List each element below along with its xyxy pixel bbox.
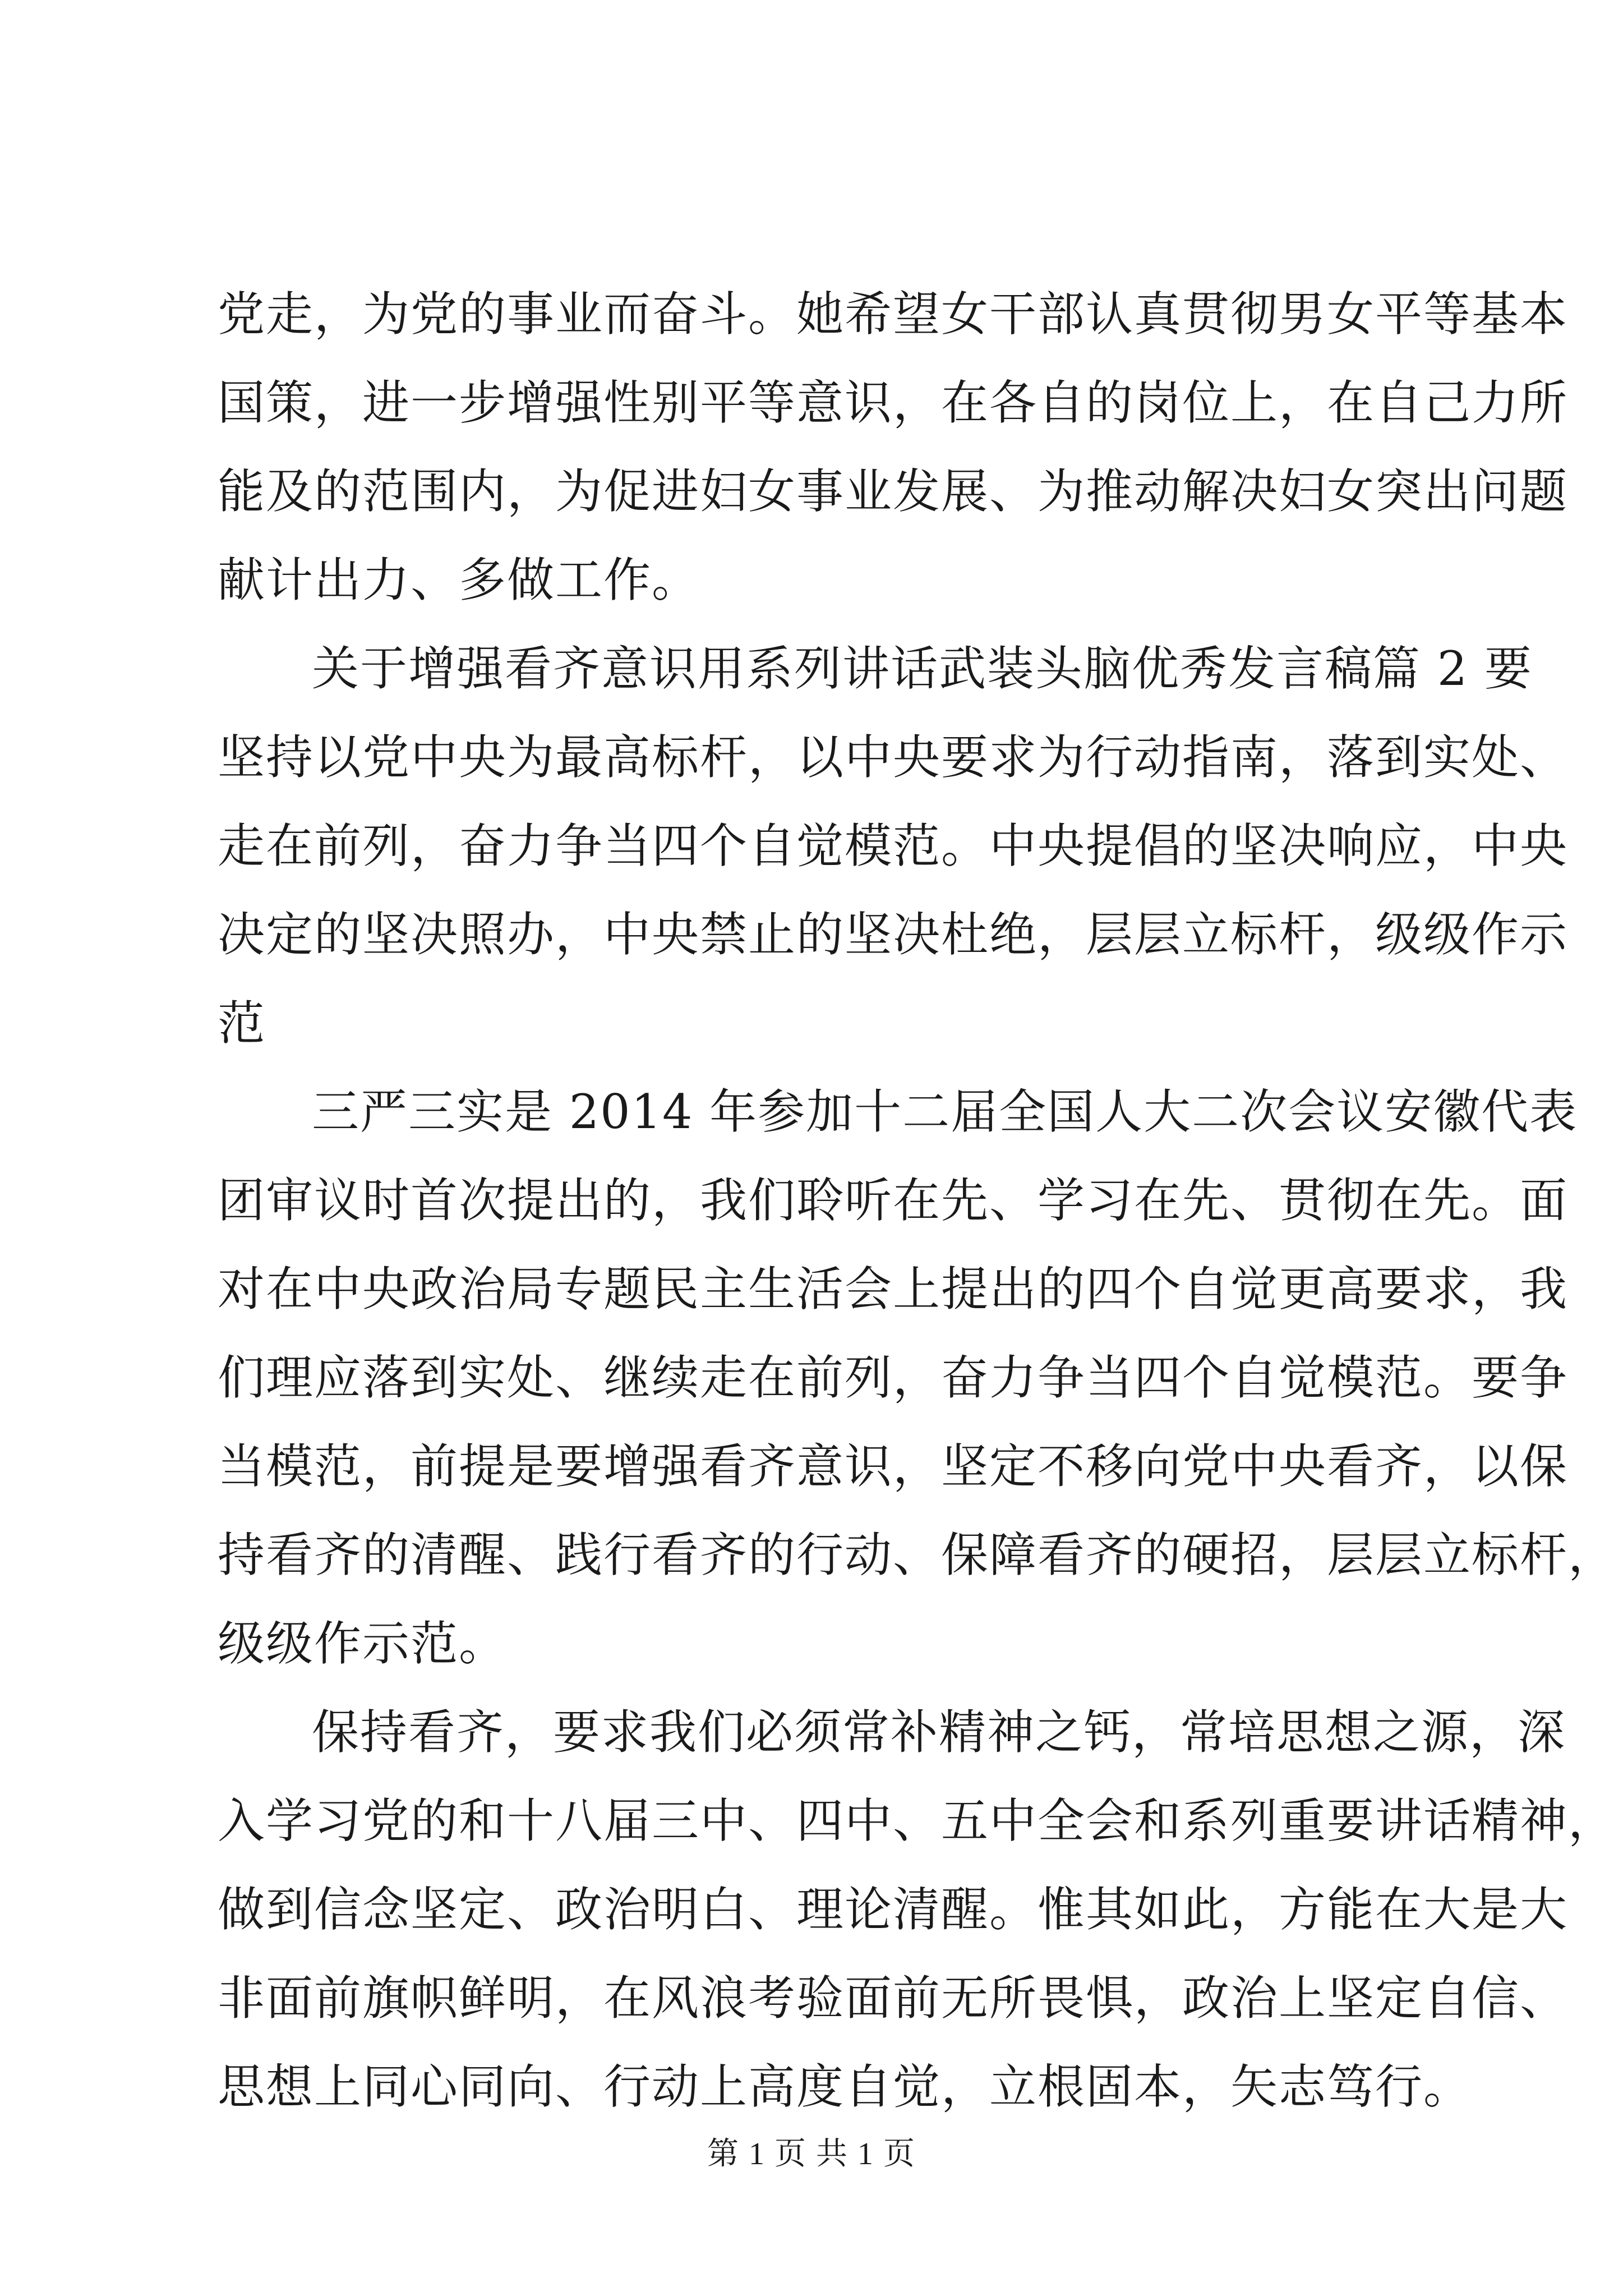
paragraph-1-line-4: 献计出力、多做工作。 — [218, 553, 700, 608]
paragraph-1-line-3: 能及的范围内，为促进妇女事业发展、为推动解决妇女突出问题 — [218, 464, 1569, 519]
paragraph-3-line-7: 级级作示范。 — [218, 1616, 508, 1671]
paragraph-2-line-3: 走在前列，奋力争当四个自觉模范。中央提倡的坚决响应，中央 — [218, 818, 1569, 873]
paragraph-4-line-2: 入学习党的和十八届三中、四中、五中全会和系列重要讲话精神， — [218, 1793, 1617, 1848]
paragraph-3-line-6: 持看齐的清醒、践行看齐的行动、保障看齐的硬招，层层立标杆， — [218, 1527, 1617, 1582]
page-number-footer: 第 1 页 共 1 页 — [707, 2137, 916, 2171]
paragraph-2-line-1: 关于增强看齐意识用系列讲话武装头脑优秀发言稿篇 2 要 — [312, 641, 1533, 696]
paragraph-4-line-3: 做到信念坚定、政治明白、理论清醒。惟其如此，方能在大是大 — [218, 1882, 1569, 1937]
paragraph-4-line-4: 非面前旗帜鲜明，在风浪考验面前无所畏惧，政治上坚定自信、 — [218, 1971, 1569, 2026]
paragraph-4-line-1: 保持看齐，要求我们必须常补精神之钙，常培思想之源，深 — [312, 1705, 1566, 1760]
paragraph-2-line-4: 决定的坚决照办，中央禁止的坚决杜绝，层层立标杆，级级作示 — [218, 907, 1569, 962]
paragraph-4-line-5: 思想上同心同向、行动上高度自觉，立根固本，矢志笃行。 — [218, 2059, 1472, 2114]
paragraph-2-line-2: 坚持以党中央为最高标杆，以中央要求为行动指南，落到实处、 — [218, 730, 1569, 785]
paragraph-3-line-4: 们理应落到实处、继续走在前列，奋力争当四个自觉模范。要争 — [218, 1350, 1569, 1405]
paragraph-3-line-1: 三严三实是 2014 年参加十二届全国人大二次会议安徽代表 — [312, 1084, 1578, 1139]
paragraph-3-line-3: 对在中央政治局专题民主生活会上提出的四个自觉更高要求，我 — [218, 1262, 1569, 1317]
paragraph-2-line-5: 范 — [218, 996, 266, 1051]
paragraph-1-line-2: 国策，进一步增强性别平等意识，在各自的岗位上，在自己力所 — [218, 375, 1569, 430]
paragraph-1-line-1: 党走，为党的事业而奋斗。她希望女干部认真贯彻男女平等基本 — [218, 287, 1569, 342]
paragraph-3-line-2: 团审议时首次提出的，我们聆听在先、学习在先、贯彻在先。面 — [218, 1173, 1569, 1228]
paragraph-3-line-5: 当模范，前提是要增强看齐意识，坚定不移向党中央看齐，以保 — [218, 1439, 1569, 1494]
